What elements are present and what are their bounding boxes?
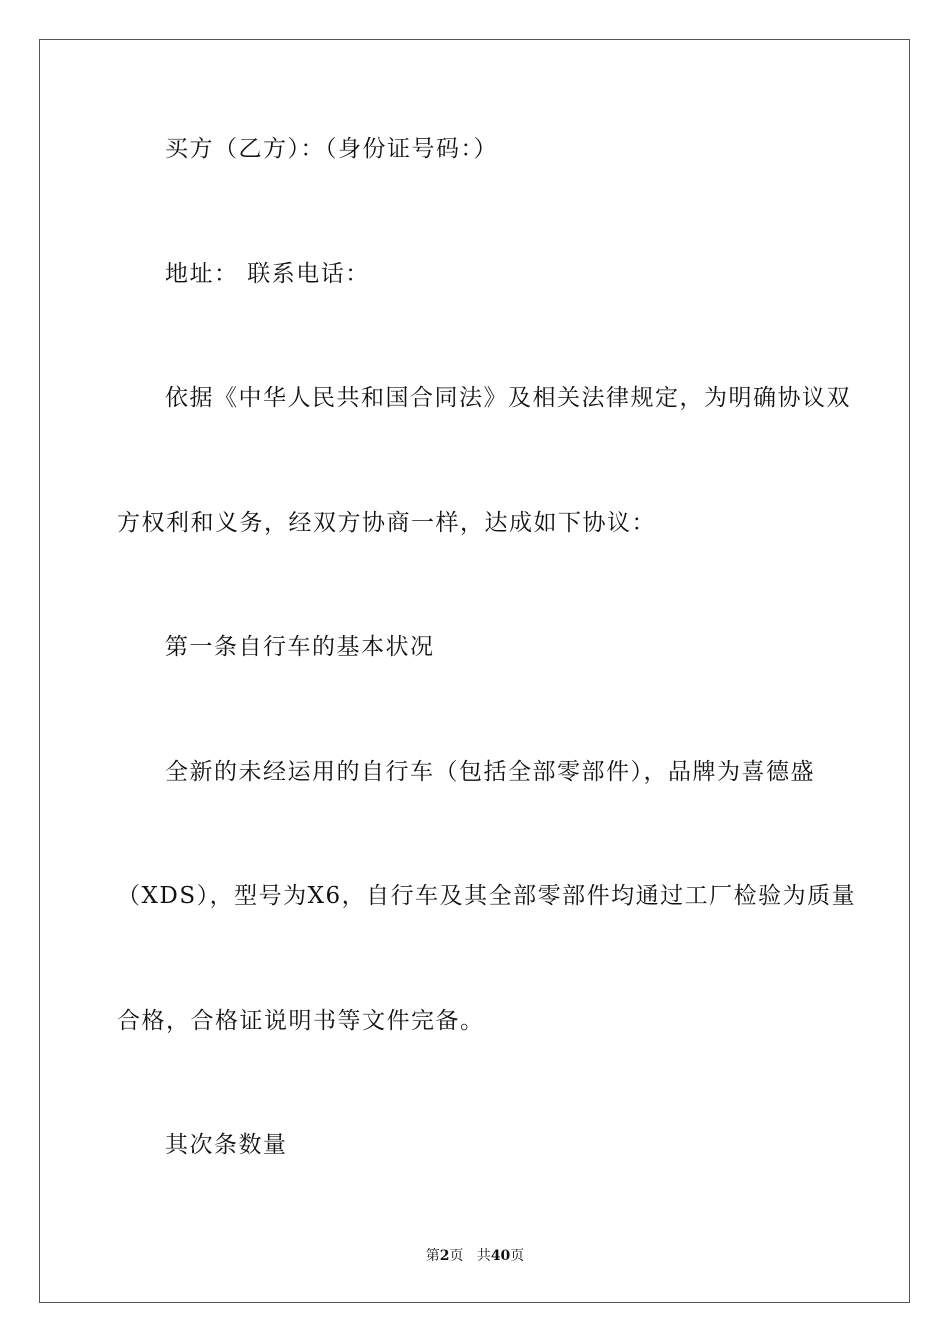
address-phone-line: 地址： 联系电话：: [165, 261, 370, 287]
page-suffix: 页: [449, 1248, 464, 1264]
page-prefix: 第: [425, 1248, 440, 1264]
article-2-heading: 其次条数量: [165, 1132, 288, 1158]
article-1-heading: 第一条自行车的基本状况: [165, 634, 435, 660]
buyer-line: 买方（乙方）：（身份证号码：）: [165, 136, 498, 162]
total-pages: 40: [490, 1248, 511, 1264]
page-frame: [39, 39, 910, 1303]
article-1-text-line-3: 合格，合格证说明书等文件完备。: [117, 1008, 485, 1034]
article-1-text-line-1: 全新的未经运用的自行车（包括全部零部件），品牌为喜德盛: [165, 759, 815, 785]
total-suffix: 页: [510, 1248, 525, 1264]
article-1-text-line-2: （XDS），型号为X6，自行车及其全部零部件均通过工厂检验为质量: [117, 883, 857, 909]
preamble-line-1: 依据《中华人民共和国合同法》及相关法律规定，为明确协议双: [165, 385, 851, 411]
page-number: 2: [439, 1248, 450, 1264]
total-prefix: 共: [476, 1248, 491, 1264]
preamble-line-2: 方权利和义务，经双方协商一样，达成如下协议：: [117, 510, 656, 536]
page-footer: [0, 1246, 950, 1266]
